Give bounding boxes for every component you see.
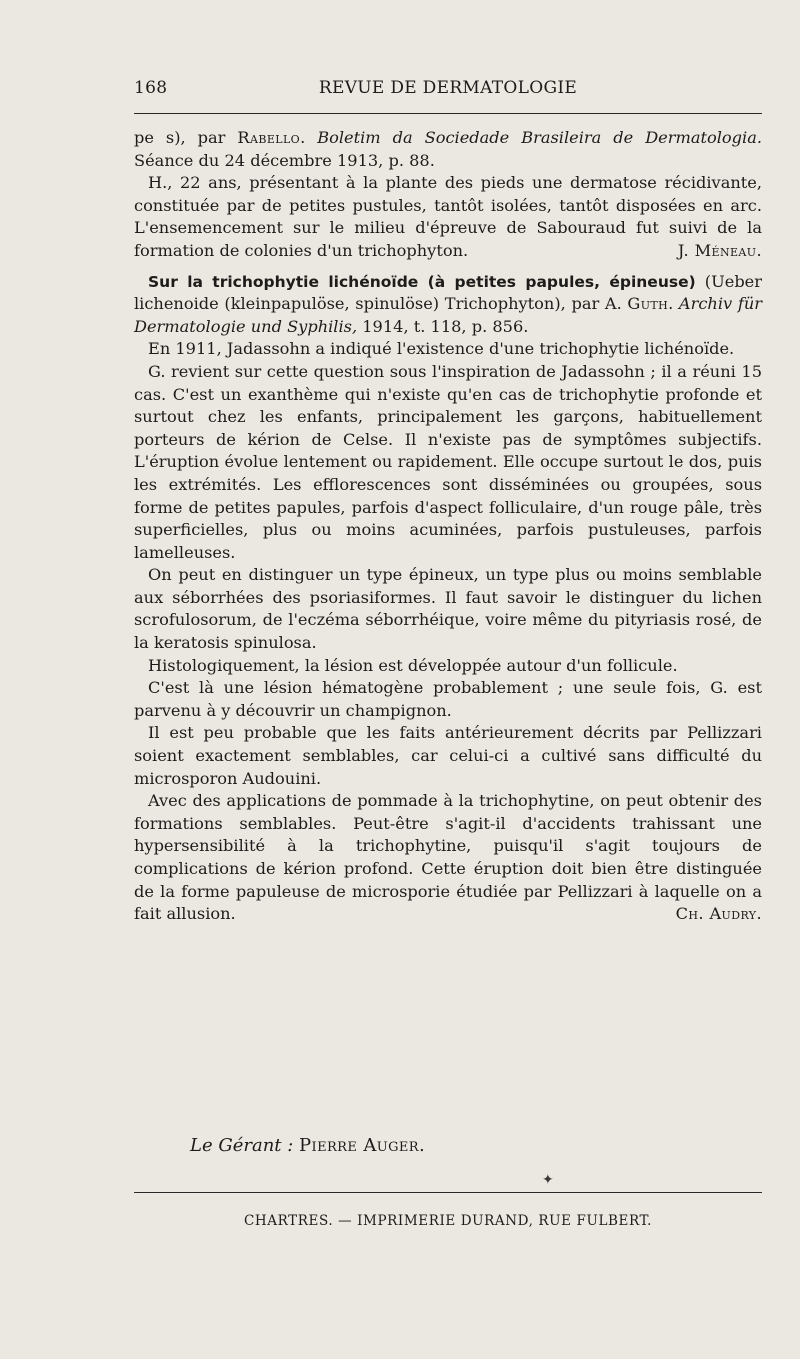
article1-reference: pe s), par Rabello. Boletim da Sociedade Brasileira de Dermatologia. Séance du 24 décembre 1913, p. 88. bbox=[134, 128, 763, 170]
running-title: REVUE DE DERMATOLOGIE bbox=[318, 78, 578, 98]
article2-journal: Archiv für Dermatologie und Syphilis, bbox=[134, 294, 762, 336]
article1-journal: Boletim da Sociedade Brasileira de Dermatologia. bbox=[317, 128, 763, 147]
article2-paragraph: Avec des applications de pommade à la trichophytine, on peut obtenir des formations semblables. Peut-être s'agit-il d'accidents trahissant une hypersensibilité à la trichophytine, puisqu'il s'agit toujours de complications de kérion profond. Cette éruption doit bien être distinguée de la forme papuleuse de microsporie étudiée par Pellizzari à laquelle on a fait allusion. Ch. Audry. bbox=[134, 790, 762, 926]
running-header bbox=[134, 78, 762, 104]
gerant-name: Pierre Auger. bbox=[299, 1135, 426, 1156]
article1-signature: J. Méneau. bbox=[677, 240, 762, 260]
article2-paragraph: Histologiquement, la lésion est développée autour d'un follicule. bbox=[148, 655, 678, 675]
article2-paragraph: Il est peu probable que les faits antérieurement décrits par Pellizzari soient exactement semblables, car celui-ci a cultivé sans difficulté du microsporon Audouini. bbox=[134, 723, 762, 788]
article2-paragraph: En 1911, Jadassohn a indiqué l'existence d'une trichophytie lichénoïde. bbox=[148, 339, 735, 359]
article2-paragraph: G. revient sur cette question sous l'inspiration de Jadassohn ; il a réuni 15 cas. C'est un exanthème qui n'existe qu'en cas de trichophytie profonde et surtout chez les enfants, principalement les garçons, habituellement porteurs de kérion de Celse. Il n'existe pas de symptômes subjectifs. L'éruption évolue lentement ou rapidement. Elle occupe surtout le dos, puis les extrémités. Les efflorescences sont disséminées ou groupées, sous forme de petites papules, parfois d'aspect folliculaire, d'un rouge pâle, très superficielles, plus ou moins acuminées, parfois pustuleuses, parfois lamelleuses. bbox=[134, 361, 762, 562]
article2-title: Sur la trichophytie lichénoïde (à petites papules, épineuse) bbox=[148, 272, 696, 291]
article2-signature: Ch. Audry. bbox=[675, 904, 762, 924]
gerant-label: Le Gérant : bbox=[190, 1135, 294, 1156]
article2-heading: Sur la trichophytie lichénoïde (à petites papules, épineuse) (Ueber lichenoide (kleinpapulöse, spinulöse) Trichophyton), par A. Guth. Archiv für Dermatologie und Syphilis, 1914, t. 118, p. 856. bbox=[134, 271, 762, 336]
footer-rule bbox=[134, 1192, 762, 1193]
article2-author: Guth bbox=[627, 294, 669, 314]
article-body bbox=[134, 127, 762, 926]
ink-mark: ✦ bbox=[542, 1172, 554, 1188]
article2-paragraph: C'est là une lésion hématogène probablement ; une seule fois, G. est parvenu à y découvrir un champignon. bbox=[134, 678, 762, 720]
printer-imprint: CHARTRES. — IMPRIMERIE DURAND, RUE FULBERT. bbox=[243, 1213, 653, 1229]
article1-text: H., 22 ans, présentant à la plante des pieds une dermatose récidivante, constituée par de petites pustules, tantôt isolées, tantôt disposées en arc. L'ensemencement sur le milieu d'épreuve de Sabouraud fut suivi de la formation de colonies d'un trichophyton. J. Méneau. bbox=[134, 172, 762, 262]
article1-author: Rabello bbox=[237, 128, 301, 147]
header-rule bbox=[134, 113, 762, 114]
gerant-line bbox=[190, 1135, 425, 1156]
page-number: 168 bbox=[134, 78, 168, 98]
article2-paragraph: On peut en distinguer un type épineux, un type plus ou moins semblable aux séborrhées des psoriasiformes. Il faut savoir le distinguer du lichen scrofulosorum, de l'eczéma séborrhéique, voire même du pityriasis rosé, de la keratosis spinulosa. bbox=[134, 565, 762, 653]
